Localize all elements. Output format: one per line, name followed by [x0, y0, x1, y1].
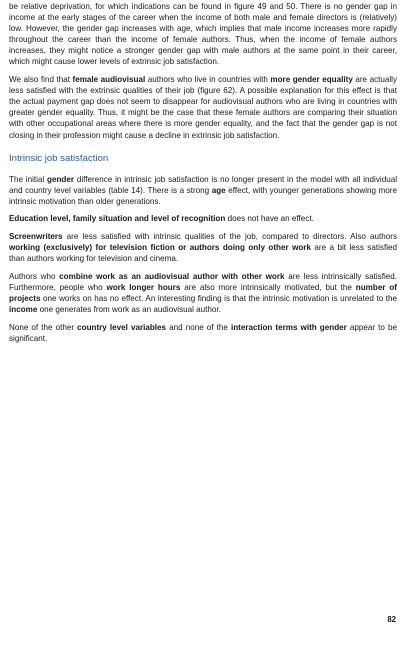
page-content	[9, 1, 397, 350]
text-run: are actually less satisfied with the extrinsic qualities of their job (figure 62). A possible explanation for this effect is that the actual payment gap does not seem to disappear for audiovisual authors who are living in countries with greater gender equality. Thus, it might be the case that these female authors are comparing their situation with other occupational areas where there is more gender equality, and the fact that the gender gap is not closing in their profession might cause a decline in extrinsic job satisfaction.	[9, 75, 398, 140]
text-run: effect, with younger generations showing more intrinsic motivation than older generations.	[9, 185, 398, 206]
paragraph	[9, 322, 397, 344]
bold-text: working (exclusively) for television fiction or authors doing only other work	[9, 243, 311, 253]
section-heading: Intrinsic job satisfaction	[9, 152, 109, 164]
bold-text: more gender equality	[270, 75, 353, 85]
page-number: 82	[387, 615, 396, 624]
paragraph	[9, 1, 397, 68]
bold-text: work longer hours	[106, 282, 181, 292]
bold-text: interaction terms with gender	[230, 322, 347, 332]
text-run: be relative deprivation, for which indications can be found in figure 49 and 50. There is no gender gap in income at the early stages of the career when the income of both male and female directors is (relatively) low. However, the gender gap increases with age, which implies that male income increases more rapidly throughout the career than the income of female authors. Thus, when the income of female authors increases, they might notice a stronger gender gap with male authors at the same point in their career, which might cause lower levels of extrinsic job satisfaction.	[9, 2, 397, 67]
text-run: and none of the	[166, 322, 231, 332]
bold-text: gender	[47, 174, 75, 184]
text-run: are less intrinsically satisfied. Furthermore, people who	[9, 271, 397, 292]
paragraph	[9, 271, 397, 315]
text-run: are also more intrinsically motivated, but the	[180, 282, 356, 292]
text-run: Authors who	[9, 271, 60, 281]
text-run: are a bit less satisfied than authors working for television and cinema.	[9, 243, 397, 264]
text-run: We also find that	[9, 75, 73, 85]
text-run: difference in intrinsic job satisfaction is no longer present in the model with all individual and country level variables (table 14). There is a strong	[9, 174, 397, 195]
paragraph	[9, 231, 397, 264]
paragraph	[9, 174, 397, 207]
text-run: one works on has no effect. An interesting finding is that the intrinsic motivation is unrelated to the	[40, 293, 397, 303]
text-run: are less satisfied with intrinsic qualities of the job, compared to directors. Also authors	[62, 232, 397, 241]
bottom-section	[9, 174, 397, 344]
top-section	[9, 1, 397, 141]
text-run: authors who live in countries with	[145, 75, 271, 85]
bold-text: income	[9, 305, 38, 315]
bold-text: combine work as an audiovisual author with other work	[59, 271, 285, 281]
bold-text: Screenwriters	[9, 232, 63, 241]
text-run: one generates from work as an audiovisual author.	[37, 305, 221, 315]
paragraph	[9, 74, 397, 141]
text-run: appear to be significant.	[9, 322, 397, 343]
paragraph	[9, 213, 397, 224]
text-run: None of the other	[9, 322, 78, 332]
bold-text: number of projects	[9, 282, 397, 303]
text-run: does not have an effect.	[225, 214, 314, 224]
bold-text: age	[211, 185, 226, 195]
bold-text: female audiovisual	[72, 75, 146, 85]
text-run: The initial	[9, 174, 48, 184]
bold-text: Education level, family situation and level of recognition	[9, 214, 226, 224]
bold-text: country level variables	[77, 322, 167, 332]
